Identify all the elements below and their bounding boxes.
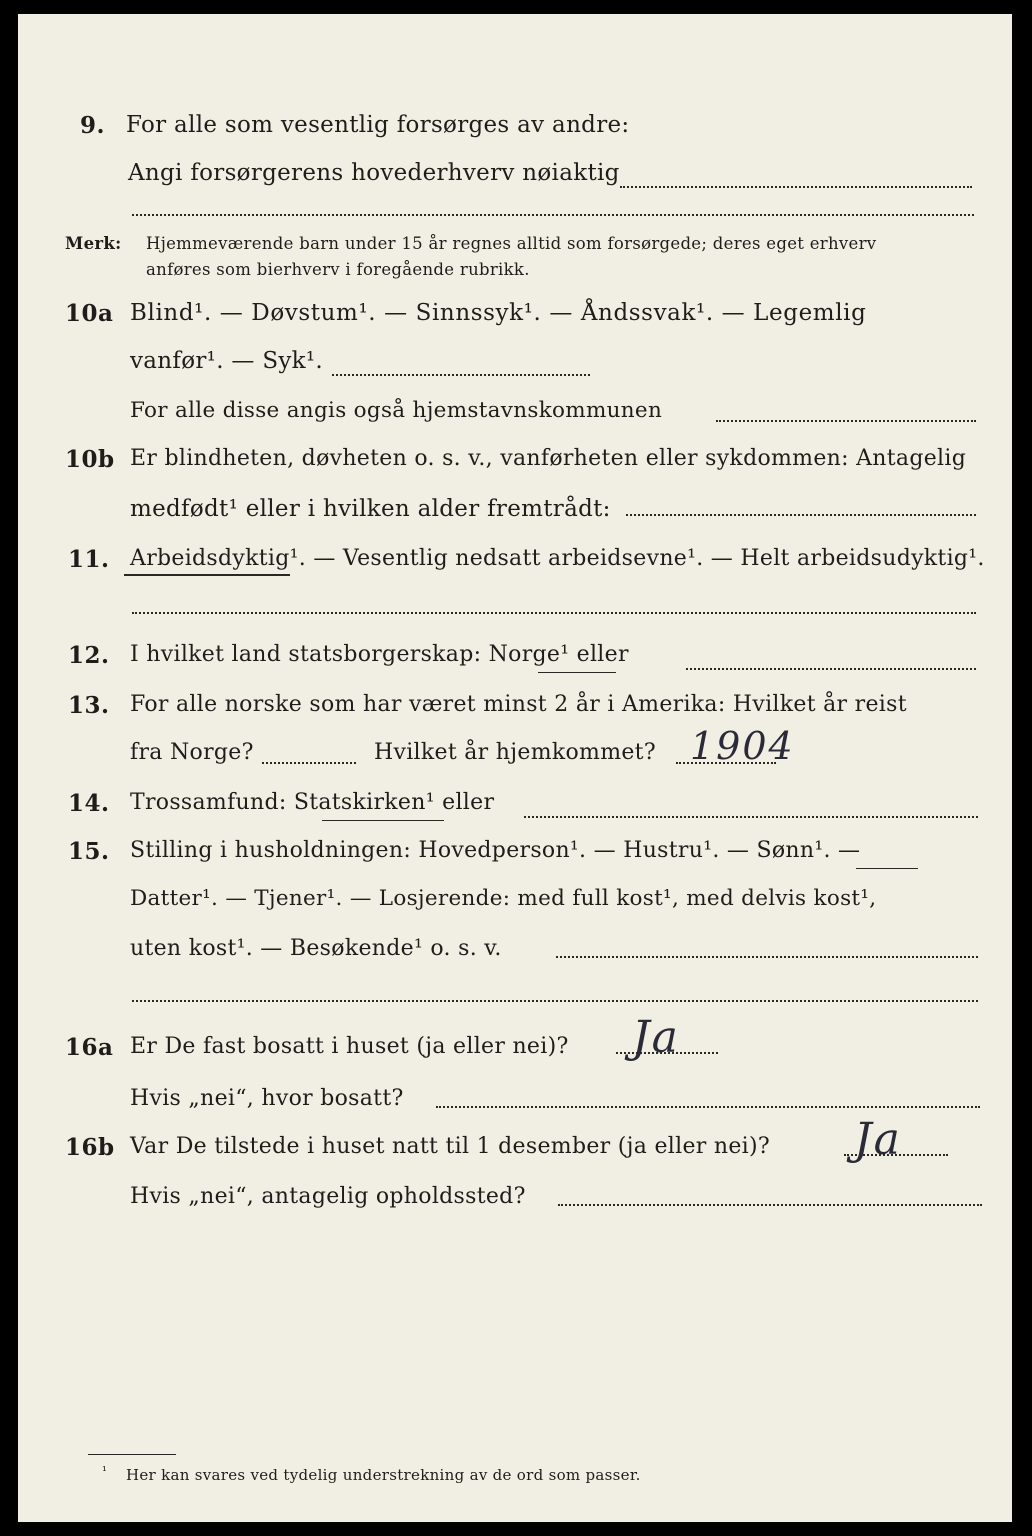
question-9 bbox=[18, 108, 1012, 148]
question-number: 16b bbox=[65, 1134, 115, 1161]
question-number: 11. bbox=[68, 546, 110, 573]
question-text: Arbeidsdyktig¹. — Vesentlig nedsatt arbeidsevne¹. — Helt arbeidsudyktig¹. bbox=[130, 546, 985, 571]
question-14 bbox=[18, 786, 1012, 826]
question-text: Datter¹. — Tjener¹. — Losjerende: med full kost¹, med delvis kost¹, bbox=[130, 886, 877, 911]
question-10b bbox=[18, 442, 1012, 482]
question-text: fra Norge? bbox=[130, 740, 254, 765]
answer-line[interactable] bbox=[262, 762, 356, 764]
question-text: Er De fast bosatt i huset (ja eller nei)? bbox=[130, 1034, 569, 1059]
question-10b-line-2 bbox=[18, 492, 1012, 532]
question-10a-line-2 bbox=[18, 344, 1012, 384]
question-text: For alle norske som har været minst 2 år i Amerika: Hvilket år reist bbox=[130, 692, 907, 717]
answer-line[interactable] bbox=[132, 1000, 978, 1002]
answer-line[interactable] bbox=[626, 514, 976, 516]
handwritten-answer: 1904 bbox=[690, 724, 795, 768]
note-text: Hjemmeværende barn under 15 år regnes alltid som forsørgede; deres eget erhverv bbox=[146, 234, 877, 253]
question-16b bbox=[18, 1114, 1012, 1170]
question-13-line-2 bbox=[18, 724, 1012, 776]
question-number: 14. bbox=[68, 790, 110, 817]
census-form-page bbox=[18, 14, 1012, 1522]
handwritten-answer: Ja bbox=[632, 1012, 680, 1063]
question-text: vanfør¹. — Syk¹. bbox=[130, 348, 324, 374]
question-15-line-2 bbox=[18, 882, 1012, 922]
question-text: Trossamfund: Statskirken¹ eller bbox=[130, 790, 495, 815]
question-text: uten kost¹. — Besøkende¹ o. s. v. bbox=[130, 936, 502, 961]
question-number: 13. bbox=[68, 692, 110, 719]
answer-line[interactable] bbox=[332, 374, 590, 376]
question-9-line-2 bbox=[18, 156, 1012, 196]
footnote-text: Her kan svares ved tydelig understrekning av de ord som passer. bbox=[126, 1466, 641, 1484]
answer-line[interactable] bbox=[132, 612, 976, 614]
question-15-line-3 bbox=[18, 932, 1012, 972]
question-text: Blind¹. — Døvstum¹. — Sinnssyk¹. — Åndssvak¹. — Legemlig bbox=[130, 300, 867, 326]
question-text: For alle som vesentlig forsørges av andre: bbox=[126, 112, 630, 138]
answer-underline bbox=[124, 574, 290, 576]
question-11 bbox=[18, 542, 1012, 582]
question-text: Angi forsørgerens hovederhverv nøiaktig bbox=[128, 160, 620, 186]
question-number: 9. bbox=[80, 112, 106, 139]
question-number: 10b bbox=[65, 446, 115, 473]
question-text: Er blindheten, døvheten o. s. v., vanførheten eller sykdommen: Antagelig bbox=[130, 446, 967, 471]
answer-underline bbox=[856, 868, 918, 869]
answer-line[interactable] bbox=[686, 668, 976, 670]
answer-line[interactable] bbox=[556, 956, 978, 958]
question-text: Hvis „nei“, hvor bosatt? bbox=[130, 1086, 404, 1111]
answer-line[interactable] bbox=[436, 1106, 980, 1108]
answer-line[interactable] bbox=[558, 1204, 982, 1206]
note-label: Merk: bbox=[65, 234, 122, 253]
question-text: medfødt¹ eller i hvilken alder fremtrådt: bbox=[130, 496, 611, 522]
note-merk-line-2 bbox=[18, 256, 1012, 296]
question-10a bbox=[18, 296, 1012, 336]
handwritten-answer: Ja bbox=[854, 1114, 902, 1165]
answer-line[interactable] bbox=[620, 186, 972, 188]
question-15 bbox=[18, 834, 1012, 874]
answer-line[interactable] bbox=[716, 420, 976, 422]
question-text: Var De tilstede i huset natt til 1 desember (ja eller nei)? bbox=[130, 1134, 770, 1159]
question-number: 10a bbox=[65, 300, 114, 327]
question-text: Stilling i husholdningen: Hovedperson¹. — Hustru¹. — Sønn¹. — bbox=[130, 838, 861, 863]
question-10a-line-3 bbox=[18, 394, 1012, 434]
question-13 bbox=[18, 688, 1012, 728]
question-12 bbox=[18, 638, 1012, 678]
note-text: anføres som bierhverv i foregående rubrikk. bbox=[146, 260, 530, 279]
question-16b-line-2 bbox=[18, 1180, 1012, 1220]
footnote bbox=[18, 1462, 1012, 1502]
question-text: For alle disse angis også hjemstavnskommunen bbox=[130, 398, 663, 423]
question-number: 12. bbox=[68, 642, 110, 669]
answer-line[interactable] bbox=[524, 816, 978, 818]
question-16a bbox=[18, 1012, 1012, 1070]
question-text: Hvis „nei“, antagelig opholdssted? bbox=[130, 1184, 526, 1209]
question-number: 16a bbox=[65, 1034, 114, 1061]
answer-line[interactable] bbox=[132, 214, 974, 216]
question-text: I hvilket land statsborgerskap: Norge¹ eller bbox=[130, 642, 629, 667]
answer-underline bbox=[538, 672, 616, 673]
footnote-mark: ¹ bbox=[102, 1464, 108, 1478]
question-text: Hvilket år hjemkommet? bbox=[374, 740, 656, 765]
answer-underline bbox=[322, 820, 444, 821]
footnote-rule bbox=[88, 1454, 176, 1455]
question-number: 15. bbox=[68, 838, 110, 865]
